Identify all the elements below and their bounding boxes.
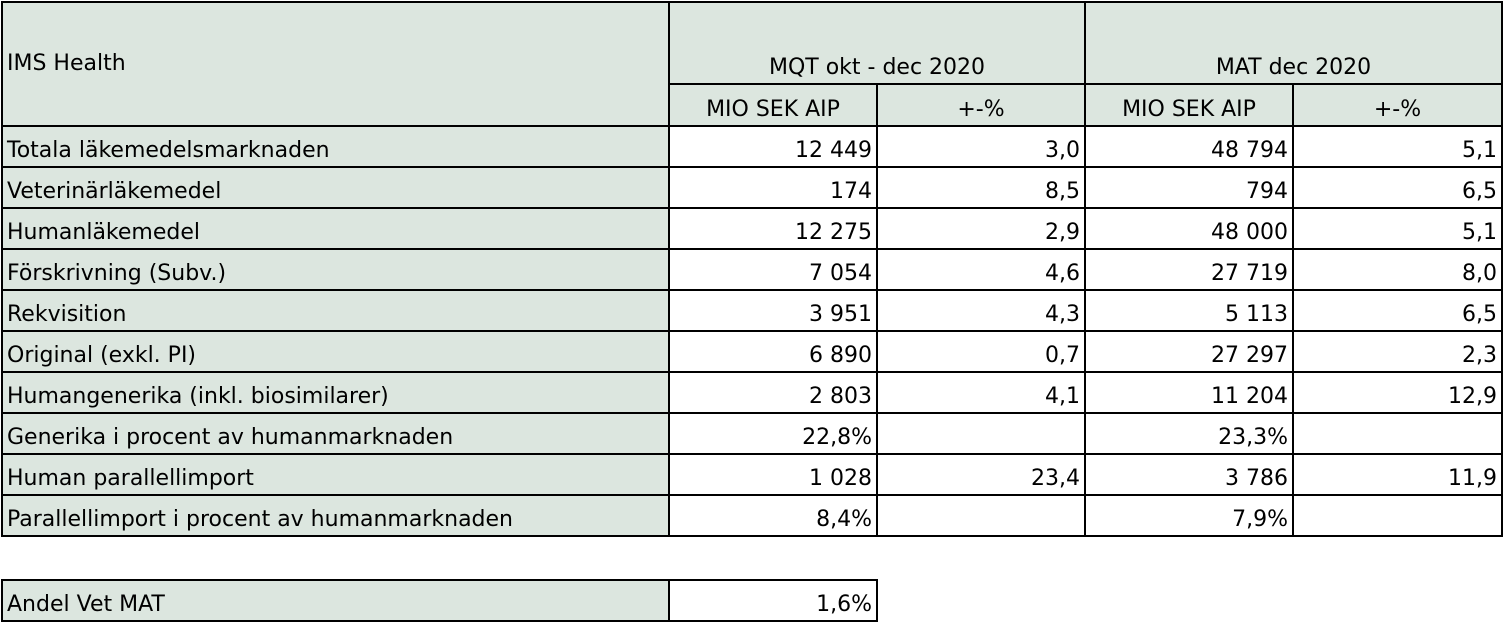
- mat-value-cell: 11 204: [1085, 372, 1293, 413]
- period-header-mqt: MQT okt - dec 2020: [669, 2, 1085, 84]
- row-label: Generika i procent av humanmarknaden: [2, 413, 669, 454]
- mat-value-cell: 48 000: [1085, 208, 1293, 249]
- mat-change-cell: [1293, 413, 1502, 454]
- table-row: [2, 372, 1502, 413]
- table-row: [2, 495, 1502, 536]
- table-row: [2, 126, 1502, 167]
- header-row-periods: [2, 2, 1502, 84]
- mqt-value-header: MIO SEK AIP: [669, 84, 877, 126]
- table-row: [2, 413, 1502, 454]
- mat-change-cell: 5,1: [1293, 126, 1502, 167]
- mqt-change-cell: 8,5: [877, 167, 1085, 208]
- row-label: Humanläkemedel: [2, 208, 669, 249]
- andel-vet-table: [1, 579, 878, 622]
- mat-change-cell: 2,3: [1293, 331, 1502, 372]
- row-label: Rekvisition: [2, 290, 669, 331]
- row-label: Veterinärläkemedel: [2, 167, 669, 208]
- row-label: Humangenerika (inkl. biosimilarer): [2, 372, 669, 413]
- mat-change-cell: [1293, 495, 1502, 536]
- mqt-value-cell: 12 449: [669, 126, 877, 167]
- mqt-change-cell: 4,1: [877, 372, 1085, 413]
- mat-change-cell: 12,9: [1293, 372, 1502, 413]
- mat-value-cell: 7,9%: [1085, 495, 1293, 536]
- row-label: Original (exkl. PI): [2, 331, 669, 372]
- row-label: Human parallellimport: [2, 454, 669, 495]
- andel-label: Andel Vet MAT: [2, 580, 669, 621]
- row-label: Förskrivning (Subv.): [2, 249, 669, 290]
- mat-change-header: +-%: [1293, 84, 1502, 126]
- table-row: [2, 454, 1502, 495]
- mat-value-cell: 48 794: [1085, 126, 1293, 167]
- table-row: [2, 208, 1502, 249]
- market-table: [1, 1, 1503, 537]
- mqt-value-cell: 2 803: [669, 372, 877, 413]
- mqt-value-cell: 3 951: [669, 290, 877, 331]
- mqt-change-cell: 23,4: [877, 454, 1085, 495]
- mqt-change-cell: 2,9: [877, 208, 1085, 249]
- mqt-value-cell: 7 054: [669, 249, 877, 290]
- mqt-change-cell: 4,3: [877, 290, 1085, 331]
- table-row: [2, 290, 1502, 331]
- andel-value: 1,6%: [669, 580, 877, 621]
- row-label: Parallellimport i procent av humanmarknaden: [2, 495, 669, 536]
- mat-value-cell: 27 297: [1085, 331, 1293, 372]
- mqt-value-cell: 6 890: [669, 331, 877, 372]
- mat-change-cell: 5,1: [1293, 208, 1502, 249]
- mqt-change-cell: 0,7: [877, 331, 1085, 372]
- mqt-value-cell: 22,8%: [669, 413, 877, 454]
- mqt-change-cell: [877, 413, 1085, 454]
- mqt-change-cell: [877, 495, 1085, 536]
- mat-change-cell: 8,0: [1293, 249, 1502, 290]
- mqt-value-cell: 174: [669, 167, 877, 208]
- mat-change-cell: 6,5: [1293, 167, 1502, 208]
- mat-value-cell: 794: [1085, 167, 1293, 208]
- mat-value-header: MIO SEK AIP: [1085, 84, 1293, 126]
- source-header: IMS Health: [2, 2, 669, 126]
- mat-value-cell: 23,3%: [1085, 413, 1293, 454]
- mqt-change-header: +-%: [877, 84, 1085, 126]
- mat-change-cell: 11,9: [1293, 454, 1502, 495]
- period-header-mat: MAT dec 2020: [1085, 2, 1502, 84]
- mat-change-cell: 6,5: [1293, 290, 1502, 331]
- mqt-change-cell: 3,0: [877, 126, 1085, 167]
- mat-value-cell: 3 786: [1085, 454, 1293, 495]
- andel-row: [2, 580, 877, 621]
- table-row: [2, 167, 1502, 208]
- mqt-value-cell: 12 275: [669, 208, 877, 249]
- table-row: [2, 249, 1502, 290]
- mqt-change-cell: 4,6: [877, 249, 1085, 290]
- row-label: Totala läkemedelsmarknaden: [2, 126, 669, 167]
- mqt-value-cell: 8,4%: [669, 495, 877, 536]
- mat-value-cell: 27 719: [1085, 249, 1293, 290]
- table-row: [2, 331, 1502, 372]
- mat-value-cell: 5 113: [1085, 290, 1293, 331]
- mqt-value-cell: 1 028: [669, 454, 877, 495]
